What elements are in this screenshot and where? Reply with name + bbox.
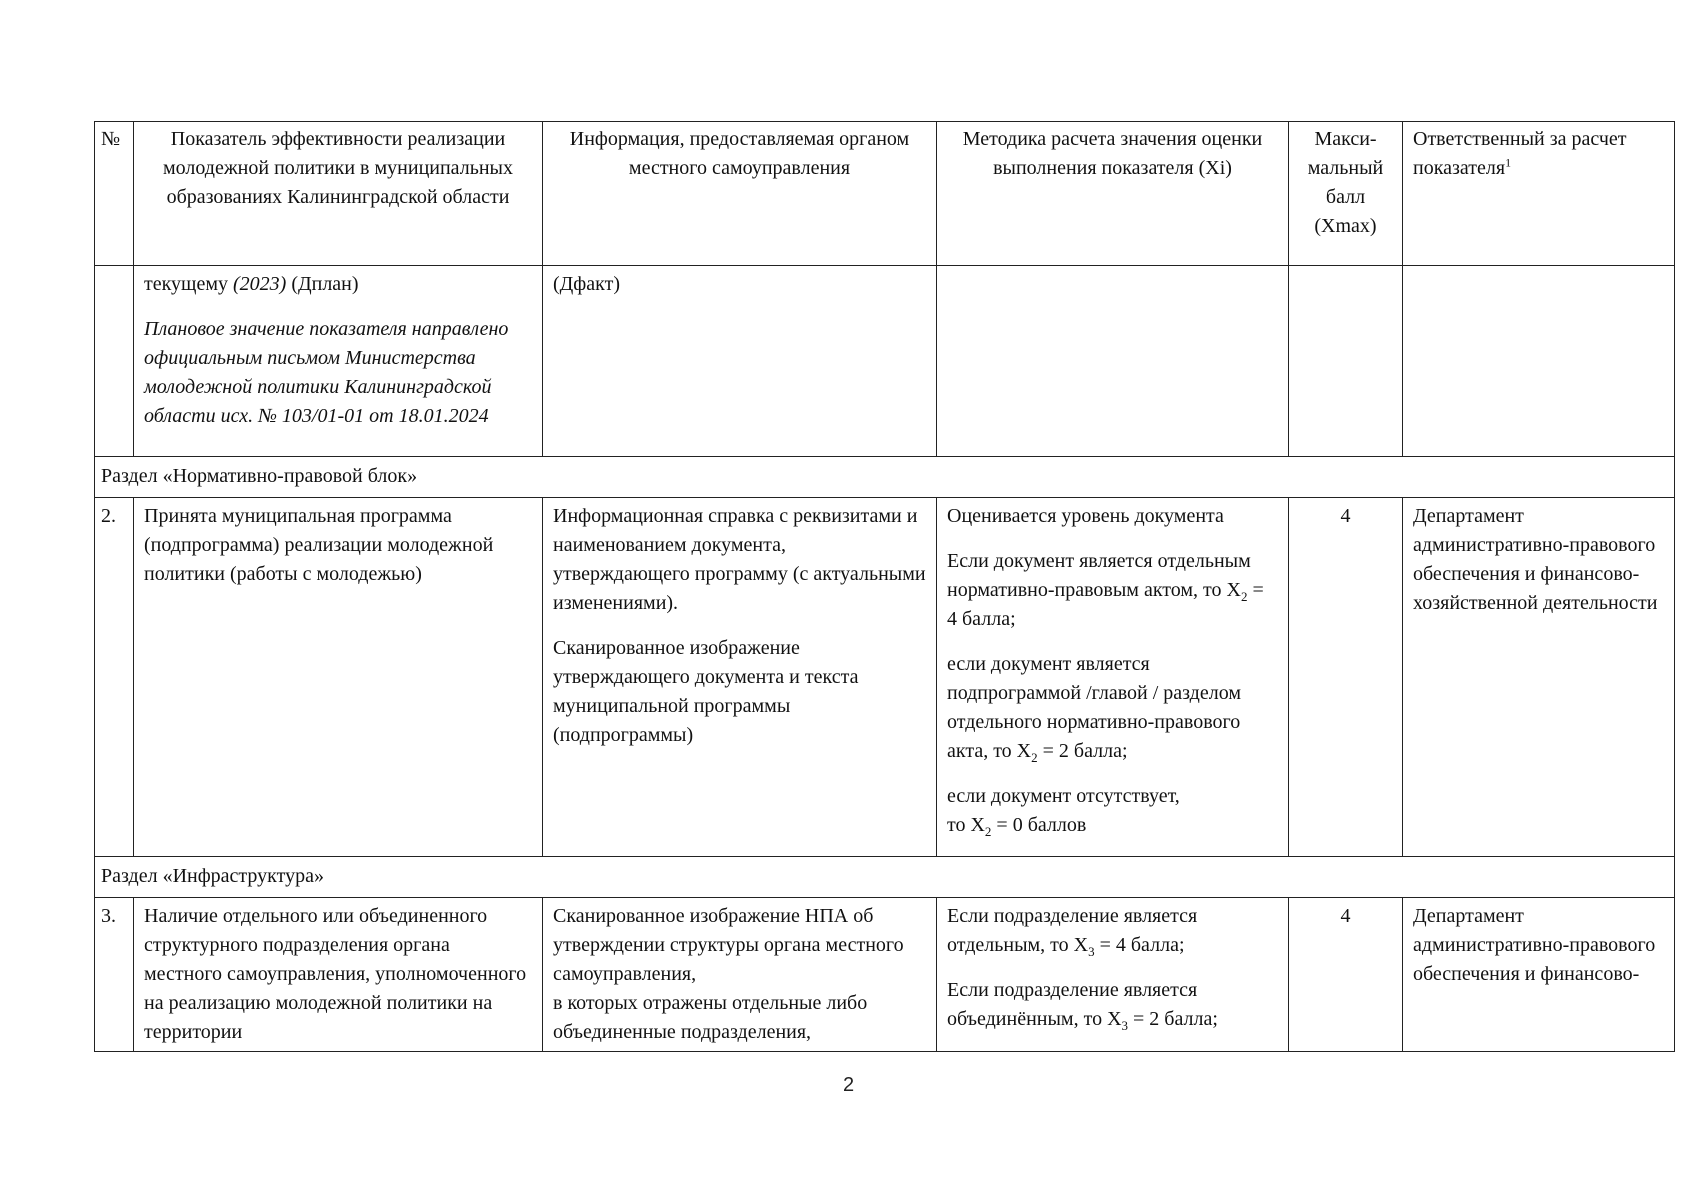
row-number: 2. — [95, 498, 134, 857]
header-indicator: Показатель эффективности реализации молодежной политики в муниципальных образованиях Калининградской области — [134, 122, 543, 266]
method-text: = 2 балла; — [1037, 740, 1128, 762]
method-subscript: 2 — [984, 824, 992, 839]
method-text: = 4 балла; — [947, 579, 1264, 630]
continued-max-cell — [1289, 266, 1403, 457]
method-text: Если подразделение является объединённым, то X — [947, 979, 1198, 1030]
method-subscript: 2 — [1240, 589, 1248, 604]
row-info-line: Сканированное изображение НПА об утверждении структуры органа местного самоуправления, — [553, 905, 904, 985]
page-number: 2 — [842, 1074, 855, 1096]
header-method: Методика расчета значения оценки выполнения показателя (Xi) — [937, 122, 1289, 266]
header-info: Информация, предоставляемая органом местного самоуправления — [543, 122, 937, 266]
row-method — [937, 898, 1289, 1052]
continued-indicator-note: Плановое значение показателя направлено официальным письмом Министерства молодежной политики Калининградской области исх. № 103/01-01 от 18.01.2024 — [144, 318, 509, 427]
header-responsible — [1403, 122, 1675, 266]
footnote-marker: 1 — [1505, 155, 1512, 170]
method-text: = 4 балла; — [1094, 934, 1185, 956]
table-row — [95, 498, 1675, 857]
method-text: если документ является подпрограммой /главой / разделом отдельного нормативно-правового акта, то X — [947, 653, 1241, 762]
row-info-line: в которых отражены отдельные либо объединенные подразделения, — [553, 992, 868, 1043]
method-text: Если подразделение является отдельным, то X — [947, 905, 1198, 956]
method-paragraph — [947, 547, 1278, 634]
row-indicator: Принята муниципальная программа (подпрограмма) реализации молодежной политики (работы с молодежью) — [134, 498, 543, 857]
header-max-line4: (Xmax) — [1314, 215, 1377, 237]
header-responsible-text: Ответственный за расчет показателя — [1413, 128, 1627, 179]
method-paragraph — [947, 976, 1278, 1034]
method-subscript: 2 — [1031, 750, 1038, 765]
continued-method-cell — [937, 266, 1289, 457]
row-info-paragraph: Сканированное изображение утверждающего документа и текста муниципальной программы (подпрограммы) — [553, 637, 859, 746]
continued-indicator-suffix: (Дплан) — [286, 273, 359, 295]
row-number-empty — [95, 266, 134, 457]
method-paragraph — [947, 650, 1278, 766]
method-paragraph — [947, 782, 1278, 840]
header-max-line3: балл — [1325, 186, 1366, 208]
row-info — [543, 498, 937, 857]
continued-indicator-prefix: текущему — [144, 273, 233, 295]
row-responsible: Департамент административно-правового обеспечения и финансово- — [1403, 898, 1675, 1052]
method-paragraph — [947, 902, 1278, 960]
method-text: = 2 балла; — [1128, 1008, 1218, 1030]
method-text: = 0 баллов — [991, 814, 1087, 836]
method-subscript: 3 — [1121, 1018, 1129, 1033]
method-text: если документ отсутствует, — [947, 785, 1180, 807]
header-max-score — [1289, 122, 1403, 266]
section-title-infrastructure: Раздел «Инфраструктура» — [95, 857, 1675, 898]
method-text: то X — [947, 814, 985, 836]
continued-indicator-year: (2023) — [232, 273, 287, 295]
continued-indicator-text — [144, 270, 532, 299]
row-number: 3. — [95, 898, 134, 1052]
row-max-score: 4 — [1289, 898, 1403, 1052]
header-number: № — [95, 122, 134, 266]
row-info-paragraph: Информационная справка с реквизитами и наименованием документа, утверждающего программу (с актуальными изменениями). — [553, 505, 926, 614]
section-row — [95, 457, 1675, 498]
row-responsible: Департамент административно-правового обеспечения и финансово-хозяйственной деятельности — [1403, 498, 1675, 857]
row-info — [543, 898, 937, 1052]
continued-responsible-cell — [1403, 266, 1675, 457]
row-max-score: 4 — [1289, 498, 1403, 857]
continued-info-cell: (Дфакт) — [543, 266, 937, 457]
method-text: Если документ является отдельным нормативно-правовым актом, то X — [947, 550, 1251, 601]
row-indicator: Наличие отдельного или объединенного структурного подразделения органа местного самоуправления, уполномоченного на реализацию молодежной политики на территории — [134, 898, 543, 1052]
method-paragraph: Оценивается уровень документа — [947, 505, 1224, 527]
header-max-line1: Макси- — [1314, 128, 1377, 150]
section-row — [95, 857, 1675, 898]
table-row — [95, 898, 1675, 1052]
table-header-row — [95, 122, 1675, 266]
indicators-table — [94, 121, 1675, 1052]
section-title-legal: Раздел «Нормативно-правовой блок» — [95, 457, 1675, 498]
continued-indicator-cell — [134, 266, 543, 457]
header-max-line2: мальный — [1307, 157, 1384, 179]
method-subscript: 3 — [1088, 944, 1095, 959]
row-method — [937, 498, 1289, 857]
table-row-continued — [95, 266, 1675, 457]
